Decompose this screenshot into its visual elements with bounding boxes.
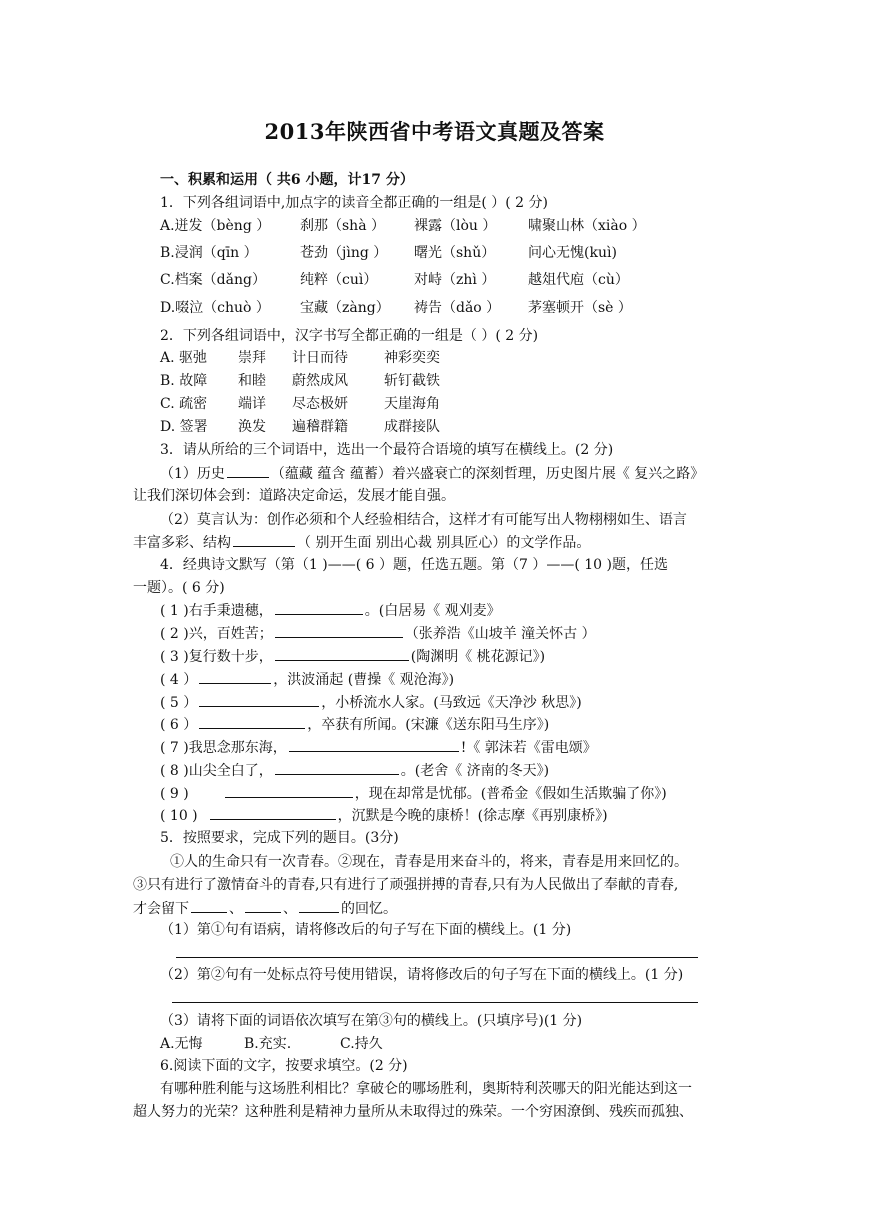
poem-item-8 xyxy=(160,760,549,781)
answer-blank[interactable] xyxy=(299,898,339,913)
q1-option-d-word2: 宝藏（zàng） xyxy=(300,300,390,316)
poem-item-5 xyxy=(160,692,582,713)
q1-option-b-word4: 问心无愧(kuì) xyxy=(528,245,617,261)
q1-stem: 1．下列各组词语中,加点字的读音全都正确的一组是( ）( 2 分) xyxy=(160,195,548,211)
q5-option-a: A.无悔 xyxy=(160,1036,203,1052)
answer-blank[interactable] xyxy=(275,600,363,615)
poem-item-source: ，现在却常是忧郁。(普希金《假如生活欺骗了你》) xyxy=(354,786,667,802)
q2-option-b-word2: 和睦 xyxy=(238,373,266,389)
q5-para-line3 xyxy=(133,898,397,919)
poem-item-prefix: ( 9 ) xyxy=(160,786,189,802)
poem-item-prefix: ( 1 )右手秉遗穗， xyxy=(160,603,273,619)
answer-blank[interactable] xyxy=(289,737,459,752)
poem-item-6 xyxy=(160,714,549,735)
answer-blank[interactable] xyxy=(210,805,336,820)
poem-item-2 xyxy=(160,623,596,644)
q2-option-d: D. 签署 xyxy=(160,419,208,435)
q1-option-d-word3: 祷告（dǎo ） xyxy=(414,300,501,316)
poem-item-source: ，小桥流水人家。(马致远《天净沙 秋思》) xyxy=(321,695,582,711)
q3-part2-line1: （2）莫言认为：创作必须和个人经验相结合，这样才有可能写出人物栩栩如生、语言 xyxy=(160,512,687,528)
page-title: 2013年陕西省中考语文真题及答案 xyxy=(264,119,605,144)
q4-stem-line1: 4．经典诗文默写（第（1 )——( 6 ）题，任选五题。第（7 ）——( 10 )题，任选 xyxy=(160,557,668,573)
q2-option-c-word2: 端详 xyxy=(238,396,266,412)
q3-part1-rest: （蕴藏 蕴含 蕴蓄）着兴盛衰亡的深刻哲理，历史图片展《 复兴之路》 xyxy=(270,466,705,482)
q5-stem: 5．按照要求，完成下列的题目。(3分) xyxy=(160,830,399,846)
poem-item-prefix: ( 2 )兴，百姓苦； xyxy=(160,626,273,642)
q5-subquestion-3: （3）请将下面的词语依次填写在第③句的横线上。(只填序号)(1 分) xyxy=(160,1013,583,1029)
answer-blank[interactable] xyxy=(275,623,403,638)
poem-item-prefix: ( 4 ） xyxy=(160,672,198,688)
section-heading: 一、积累和运用（ 共6 小题，计17 分） xyxy=(160,172,414,188)
answer-blank[interactable] xyxy=(199,692,319,707)
q1-option-c-word3: 对峙（zhì ） xyxy=(414,272,496,288)
q1-option-d-word4: 茅塞顿开（sè ） xyxy=(528,300,632,316)
q2-option-b-word3: 蔚然成风 xyxy=(292,373,348,389)
poem-item-10 xyxy=(160,805,608,826)
q5-option-b: B.充实. xyxy=(244,1036,292,1052)
q2-option-d-word3: 遍稽群籍 xyxy=(292,419,348,435)
q6-passage-line2: 超人努力的光荣？这种胜利是精神力量所从未取得过的殊荣。一个穷困潦倒、残疾而孤独、 xyxy=(133,1104,693,1120)
q2-option-a-word4: 神彩奕奕 xyxy=(384,350,440,366)
q3-stem: 3．请从所给的三个词语中，选出一个最符合语境的填写在横线上。(2 分) xyxy=(160,442,614,458)
q1-option-b-word2: 苍劲（jìng ） xyxy=(300,245,388,261)
answer-blank[interactable] xyxy=(199,714,305,729)
answer-blank[interactable] xyxy=(225,783,353,798)
poem-item-prefix: ( 5 ） xyxy=(160,695,198,711)
q1-option-c: C.档案（dǎng） xyxy=(160,272,266,288)
q2-option-b: B. 故障 xyxy=(160,373,208,389)
poem-item-prefix: ( 10 ) xyxy=(160,808,198,824)
q6-passage-line1: 有哪种胜利能与这场胜利相比？拿破仑的哪场胜利，奥斯特利茨哪天的阳光能达到这一 xyxy=(160,1081,692,1097)
q2-option-c: C. 疏密 xyxy=(160,396,208,412)
q5-para-suffix: 的回忆。 xyxy=(341,901,397,917)
q2-option-a: A. 驱弛 xyxy=(160,350,208,366)
q1-option-d: D.啜泣（chuò ） xyxy=(160,300,270,316)
q6-stem: 6.阅读下面的文字，按要求填空。(2 分) xyxy=(160,1058,408,1074)
poem-item-source: (陶渊明《 桃花源记》) xyxy=(410,649,546,665)
q1-option-b: B.浸润（qīn ） xyxy=(160,245,258,261)
poem-item-source: （张养浩《山坡羊 潼关怀古 ） xyxy=(404,626,596,642)
q1-option-a-word4: 啸聚山林（xiào ） xyxy=(528,218,646,234)
q2-option-b-word4: 斩钉截铁 xyxy=(384,373,440,389)
poem-item-9 xyxy=(160,783,667,804)
q3-part2-line2 xyxy=(133,532,590,553)
poem-item-source: 。(老舍《 济南的冬天》) xyxy=(400,763,550,779)
q2-option-c-word3: 尽态极妍 xyxy=(292,396,348,412)
poem-item-7 xyxy=(160,737,597,758)
answer-blank[interactable] xyxy=(191,898,227,913)
answer-line-1[interactable] xyxy=(176,957,698,958)
q2-option-a-word3: 计日而待 xyxy=(292,350,348,366)
q3-part1-line1 xyxy=(160,463,704,484)
answer-blank[interactable] xyxy=(275,760,399,775)
q2-option-c-word4: 天崖海角 xyxy=(384,396,440,412)
poem-item-source: ，卒获有所闻。(宋濂《送东阳马生序》) xyxy=(307,717,550,733)
q5-subquestion-1: （1）第①句有语病，请将修改后的句子写在下面的横线上。(1 分) xyxy=(160,922,572,938)
q5-para-line1: ①人的生命只有一次青春。②现在，青春是用来奋斗的，将来，青春是用来回忆的。 xyxy=(170,854,688,870)
q2-option-d-word2: 涣发 xyxy=(238,419,266,435)
answer-blank[interactable] xyxy=(233,532,295,547)
poem-item-prefix: ( 8 )山尖全白了， xyxy=(160,763,273,779)
answer-line-2[interactable] xyxy=(172,1002,698,1003)
q5-option-c: C.持久 xyxy=(340,1036,383,1052)
q3-part1-prefix: （1）历史 xyxy=(160,466,225,482)
q1-option-a-word2: 刹那（shà ） xyxy=(300,218,385,234)
q2-stem: 2．下列各组词语中，汉字书写全都正确的一组是（ ）( 2 分) xyxy=(160,328,539,344)
q3-part2-prefix: 丰富多彩、结构 xyxy=(133,535,231,551)
q1-option-c-word2: 纯粹（cuì） xyxy=(300,272,378,288)
q1-option-b-word3: 曙光（shǔ） xyxy=(414,245,496,261)
q5-subquestion-2: （2）第②句有一处标点符号使用错误，请将修改后的句子写在下面的横线上。(1 分) xyxy=(160,967,684,983)
poem-item-1 xyxy=(160,600,501,621)
q5-para-line2: ③只有进行了激情奋斗的青春,只有进行了顽强拼搏的青春,只有为人民做出了奉献的青春, xyxy=(133,877,679,893)
answer-blank[interactable] xyxy=(199,669,271,684)
poem-item-source: ，沉默是今晚的康桥！(徐志摩《再别康桥》) xyxy=(337,808,608,824)
q1-option-c-word4: 越俎代庖（cù） xyxy=(528,272,629,288)
q2-option-d-word4: 成群接队 xyxy=(384,419,440,435)
poem-item-4 xyxy=(160,669,454,690)
q2-option-a-word2: 崇拜 xyxy=(238,350,266,366)
poem-item-source: 。(白居易《 观刈麦》 xyxy=(364,603,501,619)
separator: 、 xyxy=(229,901,243,917)
q3-part2-rest: （ 别开生面 别出心裁 别具匠心）的文学作品。 xyxy=(297,535,591,551)
q3-part1-line2: 让我们深切体会到：道路决定命运，发展才能自强。 xyxy=(133,488,455,504)
poem-item-prefix: ( 6 ） xyxy=(160,717,198,733)
poem-item-prefix: ( 3 )复行数十步， xyxy=(160,649,273,665)
separator: 、 xyxy=(283,901,297,917)
answer-blank[interactable] xyxy=(245,898,281,913)
poem-item-source: ，洪波涌起 (曹操《 观沧海》) xyxy=(273,672,455,688)
answer-blank[interactable] xyxy=(227,463,269,478)
poem-item-source: !《 郭沫若《雷电颂》 xyxy=(460,740,597,756)
q4-stem-line2: 一题）。( 6 分) xyxy=(133,580,225,596)
poem-item-prefix: ( 7 )我思念那东海， xyxy=(160,740,287,756)
poem-item-3 xyxy=(160,646,545,667)
q1-option-a: A.迸发（bèng ） xyxy=(160,218,271,234)
q5-para-prefix: 才会留下 xyxy=(133,901,189,917)
answer-blank[interactable] xyxy=(275,646,409,661)
q1-option-a-word3: 裸露（lòu ） xyxy=(414,218,497,234)
